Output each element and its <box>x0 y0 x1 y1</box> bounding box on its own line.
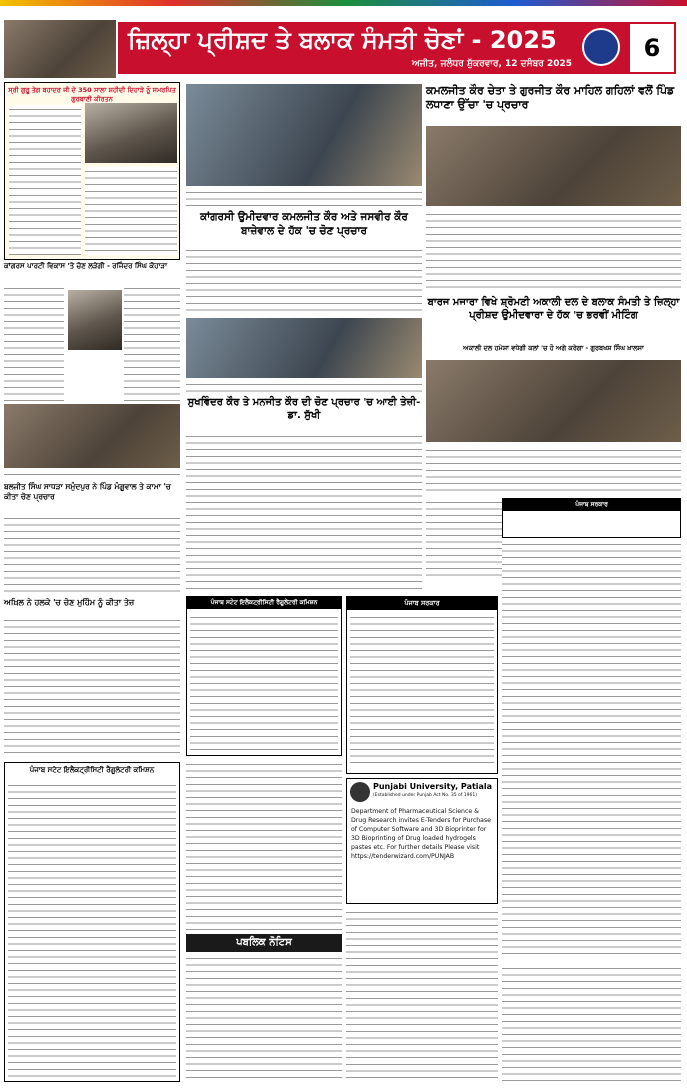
masthead-date: ਅਜੀਤ, ਜਲੰਧਰ ਸ਼ੁੱਕਰਵਾਰ, 12 ਦਸੰਬਰ 2025 <box>411 59 572 69</box>
left-small-headline: ਕਾਂਗਰਸ ਪਾਰਟੀ ਵਿਕਾਸ 'ਤੇ ਚੋਣ ਲੜੇਗੀ - ਰਜਿੰਦਰ ਸਿੰਘ ਕੋਹਾੜਾ <box>4 262 168 270</box>
kamaljit-group-photo <box>426 126 681 206</box>
congress-body <box>186 246 422 316</box>
bottom-right-notice <box>346 908 498 1082</box>
sukhwinder-body <box>186 432 422 592</box>
ballot-box-icon <box>582 28 620 66</box>
bottom-far-right-text <box>502 964 681 1082</box>
masthead-title: ਜ਼ਿਲ੍ਹਾ ਪ੍ਰੀਸ਼ਦ ਤੇ ਬਲਾਕ ਸੰਮਤੀ ਚੋਣਾਂ - 2025 <box>128 26 557 54</box>
sukhwinder-headline: ਸੁਖਵਿੰਦਰ ਕੌਰ ਤੇ ਮਨਜੀਤ ਕੌਰ ਦੀ ਚੋਣ ਪ੍ਰਚਾਰ 'ਚ ਆਈ ਤੇਜ਼ੀ-ਡਾ. ਸੁੱਖੀ <box>187 397 421 421</box>
public-notice-body <box>186 954 342 1082</box>
left-middle-photo <box>4 404 180 468</box>
university-body: Department of Pharmaceutical Science & Drug Research invites E-Tenders for Purchase of Computer Software and 3D Bioprinter for 3D Bioprinting of Drug loaded hydrogels pastes etc. For further details Please visit https://tenderwizard.com/PUNJAB <box>351 808 491 860</box>
tender-ad-1-table <box>190 613 338 751</box>
left-ad-text-2 <box>85 167 177 255</box>
govt-ad <box>346 596 498 774</box>
kamaljit-photo <box>186 84 422 186</box>
baljit-body <box>4 514 180 594</box>
page-number: 6 <box>628 22 676 74</box>
govt-ad-text <box>350 613 494 769</box>
left-small-portrait <box>68 290 122 350</box>
left-ad-title: ਸ੍ਰੀ ਗੁਰੂ ਤੇਗ ਬਹਾਦਰ ਜੀ ਦੇ 350 ਸਾਲਾ ਸ਼ਹੀਦੀ ਦਿਹਾੜੇ ਨੂੰ ਸਮਰਪਿਤ ਗੁਰਬਾਣੀ ਕੀਰਤਨ <box>8 86 176 103</box>
baljit-headline: ਬਲਜੀਤ ਸਿੰਘ ਸਾਧੜਾ ਸਮੁੰਦਪੁਰ ਨੇ ਪਿੰਡ ਮੰਗੂਵਾਲ ਤੇ ਕਾਮਾ 'ਚ ਕੀਤਾ ਚੋਣ ਪ੍ਰਚਾਰ <box>4 482 171 501</box>
kamaljit-headline: ਕਮਲਜੀਤ ਕੌਰ ਚੇਤਾ ਤੇ ਗੁਰਜੀਤ ਕੌਰ ਮਾਹਿਲ ਗਹਿਲਾਂ ਵਲੋਂ ਪਿੰਡ ਲਧਾਣਾ ਉੱਚਾ 'ਚ ਪ੍ਰਚਾਰ <box>426 84 675 111</box>
kamaljit-body <box>426 210 681 290</box>
akhil-body <box>4 616 180 758</box>
electricity-notice-body <box>8 781 176 1077</box>
left-ad-text <box>9 105 81 255</box>
electricity-notice <box>4 762 180 1082</box>
top-color-bar <box>0 0 687 6</box>
meeting-caption <box>186 380 422 392</box>
left-small-body <box>4 284 64 402</box>
tender-ad-1 <box>186 596 342 756</box>
university-logo <box>350 782 370 802</box>
baraj-subhead: ਅਕਾਲੀ ਦਲ ਹਮੇਸ਼ਾ ਵਧੇਗੀ ਕਲਾਂ 'ਚ ਹੋ ਅਗੇ ਕਰੇਗਾ - ਗੁਰਬਖਸ਼ ਸਿੰਘ ਖ਼ਾਲਸਾ <box>463 344 644 352</box>
middle-notice-text <box>186 760 342 930</box>
baraj-photo <box>426 360 681 442</box>
akhil-headline: ਅਖ਼ਿਲ ਨੇ ਹਲਕੇ 'ਚ ਚੋਣ ਮੁਹਿੰਮ ਨੂੰ ਕੀਤਾ ਤੇਜ਼ <box>4 598 135 607</box>
masthead-banner <box>118 22 628 74</box>
left-religious-ad <box>4 82 180 260</box>
right-column-text <box>502 540 681 960</box>
govt-ad-head: ਪੰਜਾਬ ਸਰਕਾਰ <box>347 597 497 610</box>
tender-ad-1-head: ਪੰਜਾਬ ਸਟੇਟ ਇਲੈਕਟ੍ਰੀਸਿਟੀ ਰੈਗੂਲੇਟਰੀ ਕਮਿਸ਼ਨ <box>187 597 341 609</box>
masthead-photo <box>4 20 116 78</box>
kamaljit-photo-caption <box>186 188 422 206</box>
university-est: (Established under Punjab Act No. 35 of 1961) <box>373 793 478 798</box>
right-tender-ad-head: ਪੰਜਾਬ ਸਰਕਾਰ <box>503 499 680 511</box>
left-middle-caption <box>4 470 180 480</box>
left-ad-photo <box>85 103 177 163</box>
university-name: Punjabi University, Patiala <box>373 782 493 791</box>
meeting-photo <box>186 318 422 378</box>
baraj-headline: ਬਾਰਜ ਮਜਾਰਾ ਵਿਖੇ ਸ਼੍ਰੋਮਣੀ ਅਕਾਲੀ ਦਲ ਦੇ ਬਲਾਕ ਸੰਮਤੀ ਤੇ ਜ਼ਿਲ੍ਹਾ ਪ੍ਰੀਸ਼ਦ ਉਮੀਦਵਾਰਾ ਦੇ ਹੱਕ 'ਚ ਭਰਵੀਂ ਮੀਟਿੰਗ <box>427 297 680 321</box>
congress-headline: ਕਾਂਗਰਸੀ ਉਮੀਦਵਾਰ ਕਮਲਜੀਤ ਕੌਰ ਅਤੇ ਜਸਵੀਰ ਕੌਰ ਬਾਜ਼ੇਵਾਲ ਦੇ ਹੱਕ 'ਚ ਚੋਣ ਪ੍ਰਚਾਰ <box>200 211 408 237</box>
public-notice-banner: ਪਬਲਿਕ ਨੋਟਿਸ <box>186 934 342 952</box>
electricity-notice-title: ਪੰਜਾਬ ਸਟੇਟ ਇਲੈਕਟ੍ਰੀਸਿਟੀ ਰੈਗੂਲੇਟਰੀ ਕਮਿਸ਼ਨ <box>29 766 155 774</box>
left-small-body-2 <box>124 284 180 402</box>
punjabi-university-ad <box>346 778 498 904</box>
right-tender-ad <box>502 498 681 538</box>
baraj-body <box>426 446 681 494</box>
